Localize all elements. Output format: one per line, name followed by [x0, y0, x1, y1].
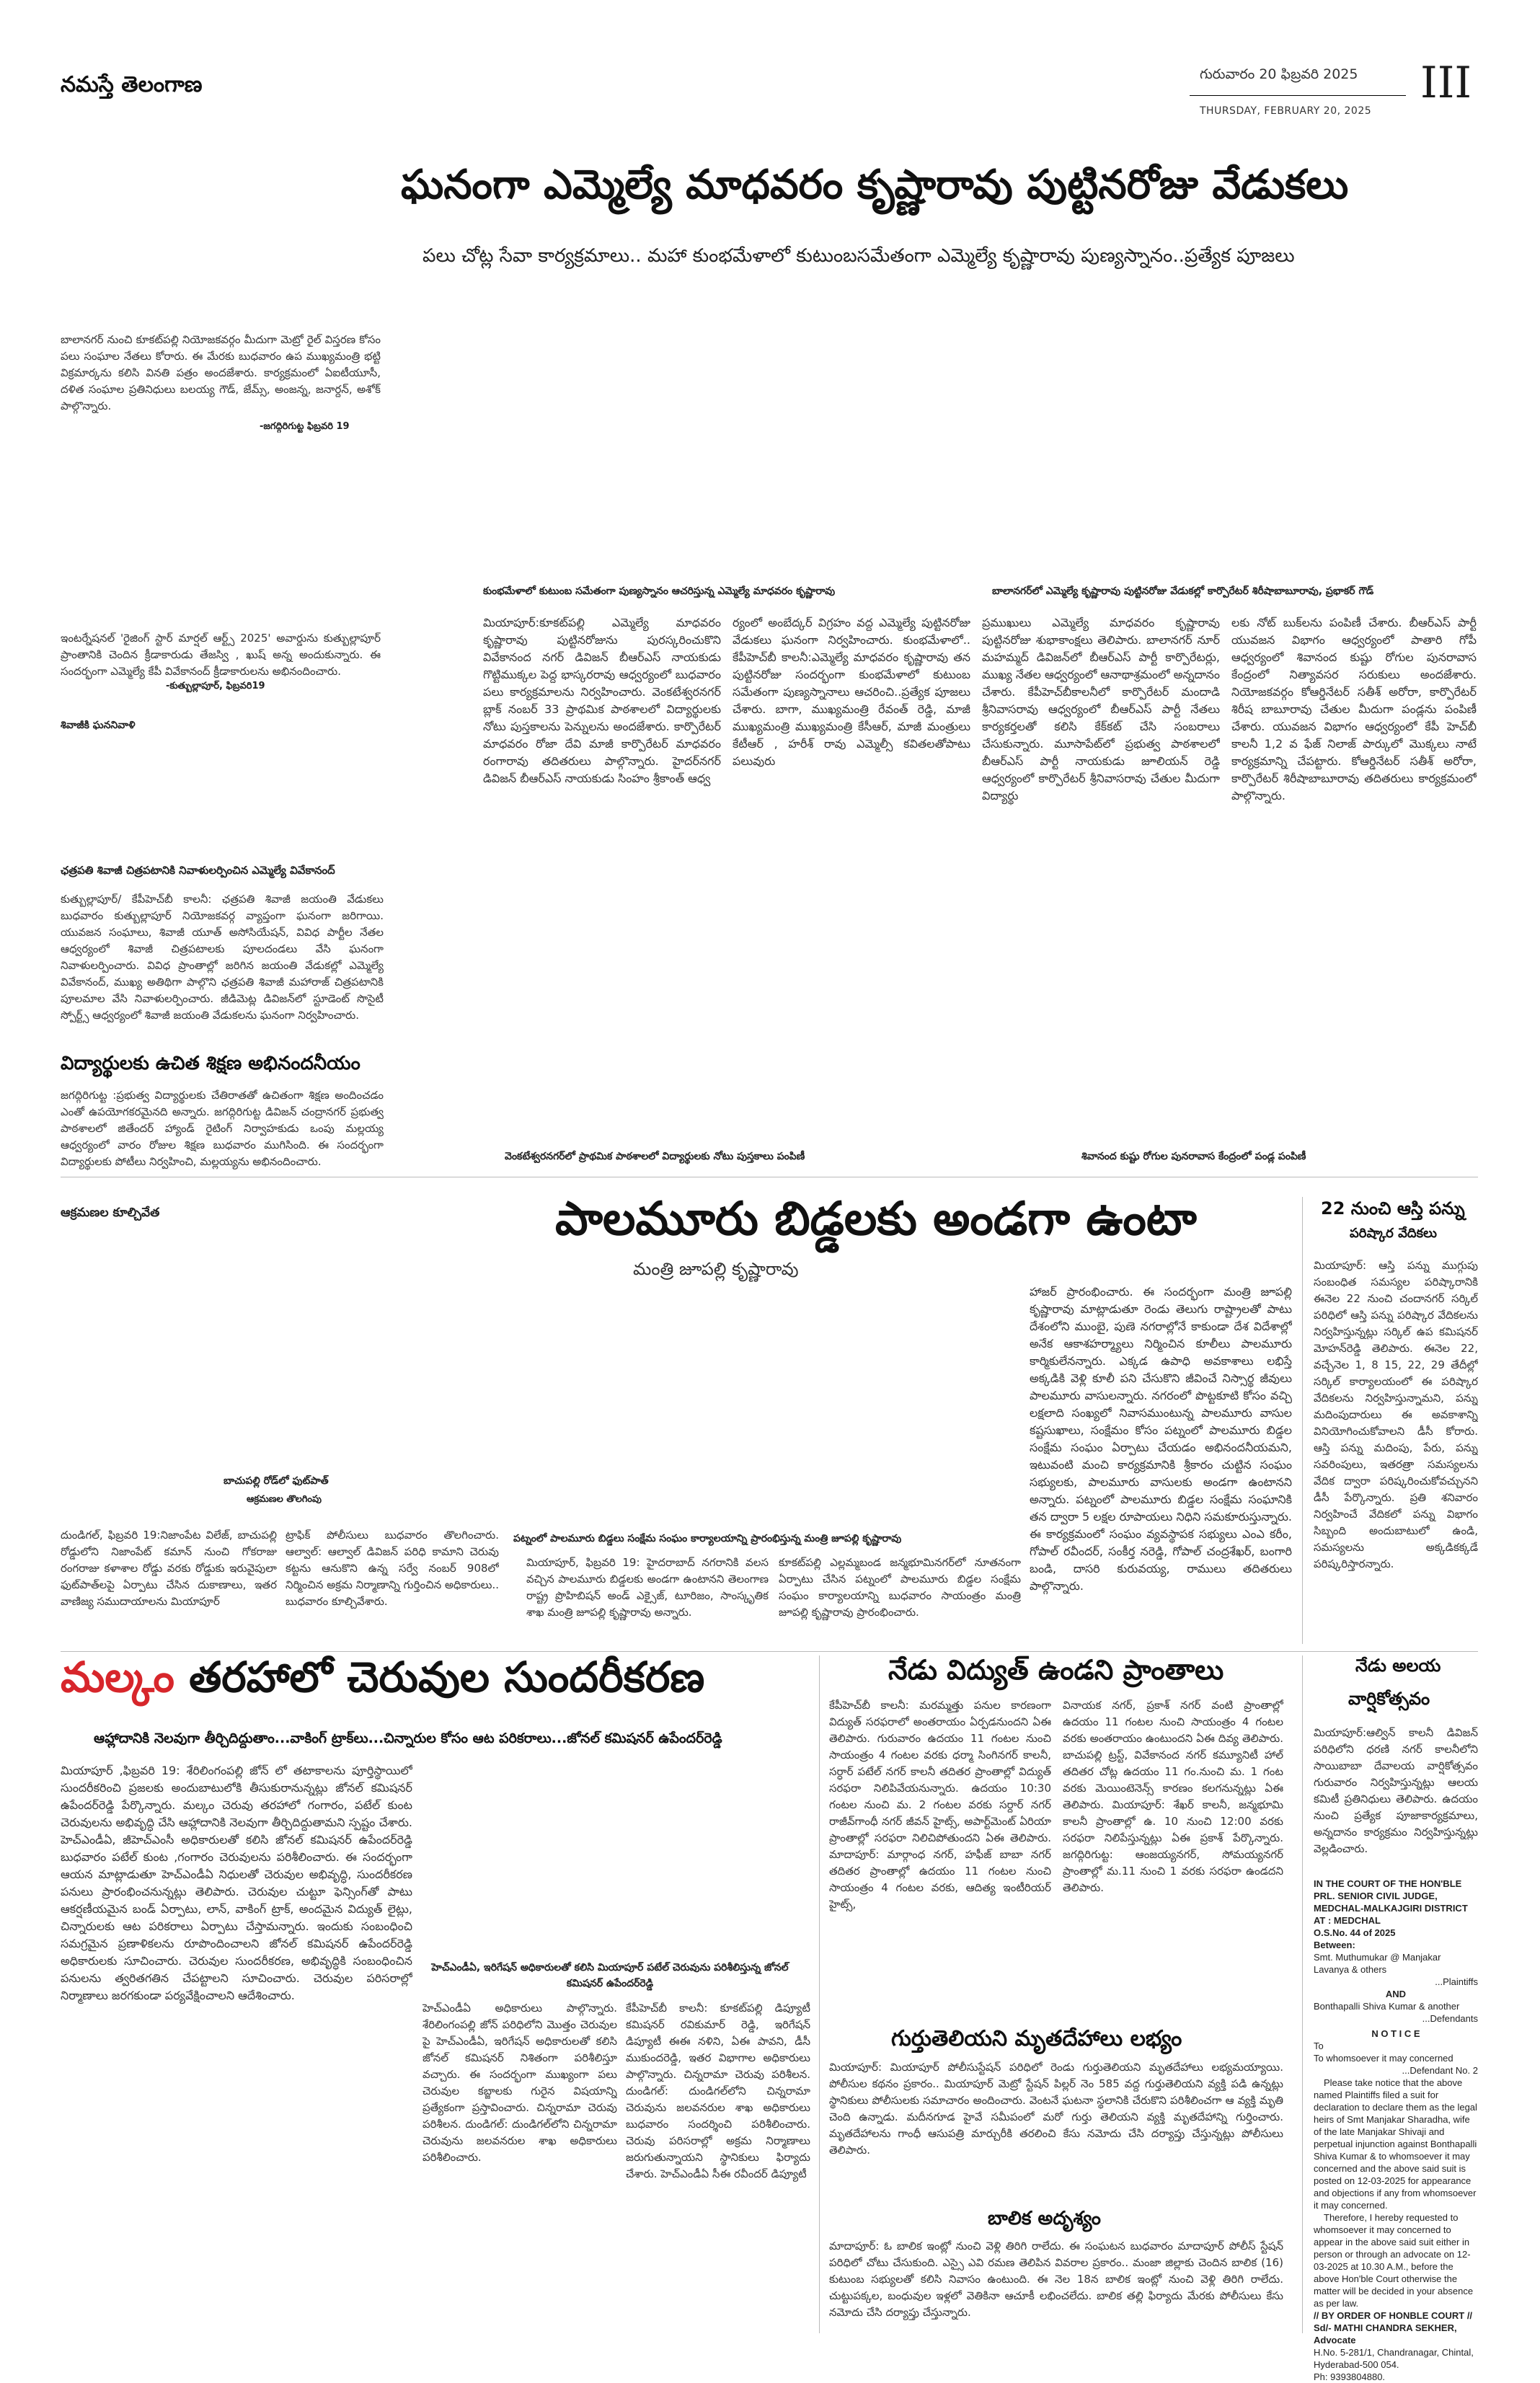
paper-name: నమస్తే తెలంగాణ — [61, 72, 203, 97]
lead-left-text: బాలానగర్ నుంచి కూకట్‌పల్లి నియోజకవర్గం మీదుగా మెట్రో రైల్ విస్తరణ కోసం పలు సంఘాల నేతలు కోరారు. ఈ మేరకు బుధవారం ఉప ముఖ్యమంత్రి భట్టి విక్రమార్కను కలిసి వినతి పత్రం అందజేశారు. కార్యక్రమంలో ఏఐటీయూసీ, దళిత సంఘాల ప్రతినిధులు బలయ్య గౌడ్, జేమ్స్, అంజన్న, జనార్దన్, అశోక్ పాల్గొన్నారు. — [61, 333, 381, 412]
bodies-body: మియాపూర్: మియాపూర్ పోలీసుస్టేషన్ పరిధిలో రెండు గుర్తుతెలియని మృతదేహాలు లభ్యమయ్యాయి. పోలీసుల కథనం ప్రకారం.. మియాపూర్ మెట్రో స్టేషన్ పిల్లర్ నెం 585 వద్ద గుర్తుతెలియని వ్యక్తి పడి ఉన్నట్లు స్థానికులు పోలీసులకు సమాచారం అందించారు. వెంటనే ఘటనా స్థలానికి చేరుకొని పరిశీలించగా ఆ వ్యక్తి మృతి చెంది ఉన్నాడు. మదీనగూడ హైవే సమీపంలో మరో గుర్తు తెలియని వ్యక్తి మృతదేహాన్ని గుర్తించారు. మృతదేహాలను గాంధీ ఆసుపత్రి మార్చురీకి తరలించి కేసు నమోదు చేసి దర్యాప్తు చేస్తున్నట్లు పోలీసులు తెలిపారు. — [829, 2061, 1283, 2157]
photo-caption-balanagar: బాలానగర్‌లో ఎమ్మెల్యే కృష్ణారావు పుట్టినరోజు వేడుకల్లో కార్పొరేటర్ శిరీషాబాబూరావు, ప్రభాకర్ గౌడ్ — [992, 585, 1374, 597]
palamuru-kicker: ఆక్రమణల కూల్చివేత — [61, 1206, 160, 1220]
legal-plaintiff: Smt. Muthumukar @ Manjakar Lavanya & others — [1314, 1952, 1441, 1975]
palamuru-photo-caption-1: బాచుపల్లి రోడ్‌లో ఫుట్‌పాత్ — [224, 1475, 329, 1487]
legal-phone: Ph: 9393804880. — [1314, 2371, 1386, 2382]
shivaji-label: శివాజీకి ఘననివాళి — [61, 720, 136, 731]
legal-court: IN THE COURT OF THE HON'BLE PRL. SENIOR CIVIL JUDGE, MEDCHAL-MALKAJGIRI DISTRICT AT : MEDCHAL — [1314, 1878, 1468, 1926]
malkam-headline-red: మల్కం — [61, 1653, 174, 1702]
lead-col-2: ర్యంలో అంబేద్కర్ విగ్రహం వద్ద ఎమ్మెల్యే పుట్టినరోజు వేడుకలు ఘనంగా నిర్వహించారు. కుంభమేళాలో.. కేపీహెచ్‌బీ కాలనీ:ఎమ్మెల్యే మాధవరం కృష్ణారావు తన పుట్టినరోజు సందర్భంగా కుంభమేళాలో కుటుంబ సమేతంగా పుణ్యస్నానాలు ఆచరించి..ప్రత్యేక పూజలు చేశారు. బాగా, ముఖ్యమంత్రి రేవంత్ రెడ్డి, మాజీ ముఖ్యమంత్రి ముఖ్యమంత్రి కేసీఆర్, మాజీ మంత్రులు కేటీఆర్ , హరీశ్ రావు ఎమ్మెల్సీ కవితలతోపాటు పలువురు — [733, 616, 970, 768]
legal-advocate: Sd/- MATHI CHANDRA SEKHER, Advocate — [1314, 2322, 1457, 2346]
legal-to-whom: To whomsoever it may concerned — [1314, 2053, 1453, 2064]
palamuru-body-right: హాజర్ ప్రారంభించారు. ఈ సందర్భంగా మంత్రి జూపల్లి కృష్ణారావు మాట్లాడుతూ రెండు తెలుగు రాష్ట్రాలతో పాటు దేశంలోని ముంబై, పుణె నగరాల్లోనే కాకుండా దేశ విదేశాల్లో అనేక ఆకాశహర్మ్యాలు నిర్మించిన కూలీలు పాలమూరు కార్మికులేనన్నారు. ఎక్కడ ఉపాధి అవకాశాలు లభిస్తే అక్కడికి వెళ్లి కూలీ పని చేసుకొని జీవించే నిస్సార్థ జీవులు పాలమూరు వాసులన్నారు. నగరంలో పొట్టకూటి కోసం వచ్చి లక్షలాది సంఖ్యలో నివాసముంటున్న పాలమూరు వాసుల కష్టసుఖాలు, సంక్షేమం కోసం పట్నంలో పాలమూరు బిడ్డల సంక్షేమ సంఘం ఏర్పాటు చేయడం అభినందనీయమని, ఇటువంటి మంచి కార్యక్రమానికి శ్రీకారం చుట్టిన సంఘం సభ్యులకు, పాలమూరు వాసులకు అండగా ఉంటానని అన్నారు. పట్నంలో పాలమూరు బిడ్డల సంక్షేమ సంఘానికి తన ద్వారా 5 లక్షల రూపాయలు నిధిని సమకూరుస్తున్నారు. ఈ కార్యక్రమంలో సంఘం వ్యవస్థాపక సభ్యులు ఎంఎ కరీం, గోపాల్ రవీందర్, సంకీర్త నరెడ్డి, గోపాల్ చంద్రశేఖర్, బంగారి బండి, దాసరి కురువయ్య, రాములు తదితరులు పాల్గొన్నారు. — [1030, 1285, 1292, 1593]
palamuru-col-c: మియాపూర్, ఫిబ్రవరి 19: హైదరాబాద్ నగరానికి వలస వచ్చిన పాలమూరు బిడ్డలకు అండగా ఉంటానని తెలంగాణ రాష్ట్ర ప్రొహిబిషన్ అండ్ ఎక్సైజ్, టూరిజం, సాంస్కృతిక శాఖ మంత్రి జూపల్లి కృష్ణారావు అన్నారు. — [526, 1556, 769, 1619]
training-headline: విద్యార్థులకు ఉచిత శిక్షణ అభినందనీయం — [61, 1053, 360, 1074]
legal-def-no: ...Defendant No. 2 — [1402, 2065, 1478, 2076]
malkam-headline-rest: తరహాలో చెరువుల సుందరీకరణ — [189, 1653, 705, 1702]
right-column-rule — [1302, 1197, 1303, 1644]
palamuru-col-b: ట్రాఫిక్ పోలీసులు బుధవారం తొలగించారు. ఆల్వాల్: ఆల్వాల్ డివిజన్ పరిధి కామాని చెరువు కట్టను ఆనుకొని ఉన్న సర్వే నంబర్ 908లో నిర్మించిన అక్రమ నిర్మాణాన్ని గుర్తించిన అధికారులు.. బుధవారం కూల్చివేశారు. — [286, 1529, 499, 1608]
lead-col-3: ప్రముఖులు ఎమ్మెల్యే మాధవరం కృష్ణారావు పుట్టినరోజు శుభాకాంక్షలు తెలిపారు. బాలానగర్ నూర్ మహమ్మద్ డివిజన్‌లో బీఆర్ఎస్ పార్టీ కార్పొరేటర్లు, ముఖ్య నేతల ఆధ్వర్యంలో ఆనాథాశ్రమంలో అన్నదానం చేశారు. కేపీహెచ్‌బీకాలనీలో కార్పొరేటర్ మందాడి శ్రీనివాసరావు ఆధ్వర్యంలో బీఆర్ఎస్ పార్టీ నేతలు కార్యకర్తలతో కలిసి కేక్‌కట్ చేసి సంబరాలు చేసుకున్నారు. మూసాపేట్‌లో ప్రభుత్వ పాఠశాలలో బీఆర్ఎస్ పార్టీ నాయకుడు జూలియన్ రెడ్డి ఆధ్వర్యంలో కార్పొరేటర్ శ్రీనివాసరావు చేతుల మీదుగా విద్యార్థు — [982, 616, 1220, 803]
training-body: జగద్గిరిగుట్ట :ప్రభుత్వ విద్యార్థులకు చేతిరాతతో ఉచితంగా శిక్షణ అందించడం ఎంతో ఉపయోగకరమైనది అన్నారు. జగద్గిరిగుట్ట డివిజన్ చంద్రానగర్ ప్రభుత్వ పాఠశాలలో జితేందర్ హ్యాండ్ రైటింగ్ నిర్వాహకుడు ఒంపు మల్లయ్య ఆధ్వర్యంలో వారం రోజుల శిక్షణ బుధవారం ముగిసింది. ఈ సందర్భంగా విద్యార్థులకు పోటీలు నిర్వహించి, మల్లయ్యను అభినందించారు. — [61, 1089, 384, 1168]
legal-defendant-role: ...Defendants — [1422, 2013, 1478, 2024]
palamuru-photo-caption-mid: పట్నంలో పాలమూరు బిడ్డలు సంక్షేమ సంఘం కార్యాలయాన్ని ప్రారంభిస్తున్న మంత్రి జూపల్లి కృష్ణారావు — [513, 1533, 902, 1544]
lead-subheadline: పలు చోట్ల సేవా కార్యక్రమాలు.. మహా కుంభమేళాలో కుటుంబసమేతంగా ఎమ్మెల్యే కృష్ణారావు పుణ్యస్నానం..ప్రత్యేక పూజలు — [422, 245, 1295, 267]
legal-and: AND — [1385, 1989, 1407, 1999]
mid-column-rule — [819, 1655, 820, 2333]
palamuru-photo-caption-2: ఆక్రమణల తొలగింపు — [247, 1494, 322, 1505]
legal-body-2: Therefore, I hereby requested to whomsoever it may concerned to appear in the above said suit either in person or through an advocate on 12-03-2025 at 10.30 A.M., before the above Hon'ble Court otherwise the matter will be decided in your absence as per law. — [1314, 2212, 1474, 2309]
temple-headline-1: నేడు అలయ — [1355, 1655, 1441, 1676]
palamuru-col-a: దుండిగల్, ఫిబ్రవరి 19:నిజాంపేట విలేజ్, బాచుపల్లి రోడ్డులోని నిజాంపేట్ కమాన్ నుంచి గోకరాజు రంగరాజు కళాశాల రోడ్డు వరకు రోడ్డుకు ఇరువైపులా ఫుట్‌పాత్‌లపై ఏర్పాటు చేసిన దుకాణాలు, ఇతర వాణిజ్య సముదాయాలను మియాపూర్ — [61, 1529, 277, 1608]
award-dateline: -కుత్బుల్లాపూర్, ఫిబ్రవరి19 — [166, 681, 265, 691]
temple-headline-2: వార్షికోత్సవం — [1348, 1689, 1430, 1709]
legal-defendant: Bonthapalli Shiva Kumar & another — [1314, 2001, 1460, 2012]
caption-school: వెంకటేశ్వరనగర్‌లో ప్రాథమిక పాఠశాలలో విద్యార్థులకు నోటు పుస్తకాలు పంపిణీ — [505, 1151, 805, 1162]
lead-headline: ఘనంగా ఎమ్మెల్యే మాధవరం కృష్ణారావు పుట్టినరోజు వేడుకలు — [401, 162, 1349, 208]
malkam-headline — [61, 1653, 704, 1712]
shivaji-body: కుత్బుల్లాపూర్/ కేపీహెచ్‌బీ కాలనీ: ఛత్రపతి శివాజీ జయంతి వేడుకలు బుధవారం కుత్బుల్లాపూర్ నియోజకవర్గ వ్యాప్తంగా ఘనంగా జరిగాయి. యువజన సంఘాలు, శివాజీ యూత్ అసోసియేషన్, వివిధ పార్టీల నేతల ఆధ్వర్యంలో శివాజీ చిత్రపటాలకు పూలదండలు వేసి ఘనంగా నివాళులర్పించారు. వివిధ ప్రాంతాల్లో జరిగిన జయంతి వేడుకల్లో ఎమ్మెల్యే వివేకానంద్, ముఖ్య అతిథిగా పాల్గొని ఛత్రపతి శివాజీ మహారాజ్ చిత్రపటానికి పూలమాల వేసి నివాళులర్పించారు. జీడిమెట్ల డివిజన్‌లో స్టూడెంట్ సొసైటీ స్పోర్ట్స్ ఆధ్వర్యంలో శివాజీ జయంతి వేడుకలను ఘనంగా నిర్వహించారు. — [61, 893, 384, 1022]
lead-left-dateline: -జగద్గిరిగుట్ట ఫిబ్రవరి 19 — [260, 421, 350, 432]
malkam-body-left: మియాపూర్ ,ఫిబ్రవరి 19: శేరిలింగంపల్లి జోన్ లో తటాకాలను పూర్తిస్థాయిలో సుందరీకరించి ప్రజలకు అందుబాటులోకి తీసుకురానున్నట్లు జోనల్ కమిషనర్ ఉపేందర్‌రెడ్డి పేర్కొన్నారు. మల్కం చెరువు తరహాలో గంగారం, పటేల్ కుంట చెరువులను అభివృద్ధి చేసి ఆహ్లాదానికి నెలవుగా తీర్చిదిద్దుతామని స్పష్టం చేశారు. హెచ్ఎండీఏ, జీహెచ్ఎంసీ అధికారులతో కలిసి జోనల్ కమిషనర్ ఉపేందర్‌రెడ్డి బుధవారం పటేల్ కుంట ,గంగారం చెరువులను పరిశీలించారు. ఈ సందర్భంగా ఆయన మాట్లాడుతూ హెచ్ఎండీఏ నిధులతో చెరువుల అభివృద్ధి, సుందరీకరణ పనులు ప్రారంభించనున్నట్లు తెలిపారు. చెరువుల చుట్టూ ఫెన్సింగ్‌తో పాటు ఆకర్షణీయమైన బండ్ ఏర్పాటు, లాన్, వాకింగ్ ట్రాక్, అందమైన విద్యుత్ లైట్లు, చిన్నారులకు ఆట పరికరాలు ఏర్పాటు చేస్తామన్నారు. ఇందుకు సంబంధించి సమగ్రమైన ప్రణాళికలను రూపొందించాలని జోనల్ కమిషనర్ ఉపేందర్‌రెడ్డి అధికారులకు సూచించారు. చెరువుల సుందరీకరణ, అభివృద్ధికి సంబంధించిన పనులను త్వరితగతిన చేపట్టాలని సూచించారు. చెరువుల పరిసరాల్లో నిర్మాణాలు జరగకుండా పర్యవేక్షించాలని ఆదేశించారు. — [61, 1764, 412, 2002]
legal-body: Please take notice that the above named Plaintiffs filed a suit for declaration to declare them as the legal heirs of Smt Manjakar Sharadha, wife of the late Manjakar Shivaji and perpetual injunction against Bonthapalli Shiva Kumar & to whomsoever it may concerned and the above said suit is posted on 12-03-2025 for appearance and objections if any from whomsoever it may concerned. — [1314, 2077, 1477, 2211]
date-telugu: గురువారం 20 ఫిబ్రవరి 2025 — [1200, 66, 1358, 82]
legal-plaintiff-role: ...Plaintiffs — [1435, 1976, 1478, 1987]
caption-leprosy: శివానంద కుష్టు రోగుల పునరావాస కేంద్రంలో పండ్ల పంపిణీ — [1081, 1151, 1306, 1162]
malkam-body-mid: హెచ్ఎండీఏ అధికారులు పాల్గొన్నారు. శేరిలింగంపల్లి జోన్ పరిధిలోని మొత్తం చెరువుల పై హెచ్ఎండీఏ, ఇరిగేషన్ అధికారులతో కలిసి జోనల్ కమిషనర్ నిశితంగా పరిశీలిస్తూ వచ్చారు. ఈ సందర్భంగా ముఖ్యంగా పలు చెరువుల కబ్జాలకు గురైన విషయాన్ని ప్రత్యేకంగా ప్రస్తావించారు. చిన్నరామా చెరువు పరిశీలన. దుండిగల్: దుండిగల్‌లోని చిన్నరామా చెరువును జలవనరుల శాఖ అధికారులు పరిశీలించారు. — [422, 2002, 617, 2164]
tax-headline-1: 22 నుంచి ఆస్తి పన్ను — [1321, 1198, 1465, 1219]
lead-col-1: మియాపూర్:కూకట్‌పల్లి ఎమ్మెల్యే మాధవరం కృష్ణారావు పుట్టినరోజును పురస్కరించుకొని వివేకానంద నగర్ డివిజన్ బీఆర్ఎస్ నాయకుడు గొట్టిముక్కల పెద్ద భాస్కరరావు ఆధ్వర్యంలో బుధవారం పలు కార్యక్రమాలను నిర్వహించారు. వెంకటేశ్వరనగర్ బ్లాక్ నంబర్ 33 ప్రాథమిక పాఠశాలలో విద్యార్థులకు నోటు పుస్తకాలను పెన్నులను అందజేశారు. కార్పొరేటర్ మాధవరం రోజా దేవి మాజీ కార్పొరేటర్ మాధవరం రంగారావు తదితరులు పాల్గొన్నారు. హైదర్‌నగర్ డివిజన్ బీఆర్ఎస్ నాయకుడు సింహం శ్రీకాంత్ ఆధ్వ — [483, 616, 721, 785]
legal-to: To — [1314, 2041, 1324, 2051]
malkam-subheadline: ఆహ్లాదానికి నెలవుగా తీర్చిదిద్దుతాం...వాకింగ్ ట్రాక్‌లు...చిన్నారుల కోసం ఆట పరికరాలు...జోనల్ కమిషనర్ ఉపేందర్‌రెడ్డి — [94, 1730, 722, 1746]
masthead-rule — [1190, 95, 1406, 96]
tax-body: మియాపూర్: ఆస్తి పన్ను ముగ్గుపు సంబంధిత సమస్యల పరిష్కారానికి ఈనెల 22 నుంచి చందానగర్ సర్కిల్ పరిధిలో ఆస్తి పన్ను పరిష్కార వేదికలను నిర్వహిస్తున్నట్లు సర్కిల్ ఉప కమిషనర్ మోహన్‌రెడ్డి తెలిపారు. ఈనెల 22, వచ్చేనెల 1, 8 15, 22, 29 తేదీల్లో సర్కిల్ కార్యాలయంలో ఈ పరిష్కార వేదికలను నిర్వహిస్తున్నామని, పన్ను మదింపుదారులు ఈ అవకాశాన్ని వినియోగించుకోవాలని డీసీ కోరారు. ఆస్తి పన్ను మదింపు, పేరు, పన్ను సవరింపులు, ఇతరత్రా సమస్యలను వేదిక ద్వారా పరిష్కరించుకోవచ్చునని డీసీ పేర్కొన్నారు. ప్రతి శనివారం నిర్వహించే వేదికలో పన్ను విభాగం సిబ్బంది అందుబాటులో ఉండి, సమస్యలను అక్కడికక్కడే పరిష్కరిస్తారన్నారు. — [1314, 1259, 1478, 1570]
power-col-b: వినాయక నగర్, ప్రకాశ్ నగర్ వంటి ప్రాంతాల్లో ఉదయం 11 గంటల నుంచి సాయంత్రం 4 గంటల వరకు అంతరాయం ఉంటుందని ఏఈ దివ్య తెలిపారు. బాచుపల్లి ట్రస్ట్, వివేకానంద నగర్ కమ్యూనిటీ హాల్ తదితర చోట్ల ఉదయం 11 గం.నుంచి మ. 1 గంట వరకు మెయింటెనెన్స్ కారణం కలగనున్నట్లు ఏఈ తెలిపారు. మియాపూర్: శేఖర్ కాలనీ, జన్మభూమి కాలనీ ప్రాంతాల్లో ఉ. 10 నుంచి 12:00 వరకు సరఫరా నిలిపేస్తున్నట్లు ఏఈ ప్రకాశ్ పేర్కొన్నారు. జగద్గిరిగుట్ట: ఆంజయ్యనగర్, సోమయ్యనగర్ ప్రాంతాల్లో మ.11 నుంచి 1 వరకు సరఫరా ఉండదని తెలిపారు. — [1063, 1699, 1283, 1894]
legal-os-no: O.S.No. 44 of 2025 — [1314, 1927, 1396, 1938]
legal-between: Between: — [1314, 1940, 1355, 1950]
shivaji-caption: ఛత్రపతి శివాజీ చిత్రపటానికి నివాళులర్పించిన ఎమ్మెల్యే వివేకానంద్ — [61, 864, 335, 877]
right-lower-rule — [1302, 1655, 1303, 2333]
palamuru-byline: మంత్రి జూపల్లి కృష్ణారావు — [633, 1259, 799, 1279]
malkam-photo-caption: హెచ్ఎండీఏ, ఇరిగేషన్ అధికారులతో కలిసి మియాపూర్ పటేల్ చెరువును పరిశీలిస్తున్న జోనల్ కమిషనర్ ఉపేందర్‌రెడ్డి — [431, 1962, 789, 1989]
legal-notice-title: N O T I C E — [1371, 2028, 1420, 2039]
power-col-a: కేపీహెచ్‌బీ కాలనీ: మరమ్మత్తు పనుల కారణంగా విద్యుత్ సరఫరాలో అంతరాయం ఏర్పడనుందని ఏఈ తెలిపారు. గురువారం ఉదయం 11 గంటల నుంచి సాయంత్రం 4 గంటల వరకు ధర్మా సింగినగర్ కాలనీ, సర్ధార్ పటేల్ నగర్ కాలనీ తదితర ప్రాంతాల్లో విద్యుత్ సరఫరా నిలిపివేయనున్నారు. ఉదయం 10:30 గంటల నుంచి మ. 2 గంటల వరకు సర్దార్ నగర్ రాజీవ్‌గాంధీ నగర్ జీవన్ హైట్స్, అపార్ట్‌మెంట్ ఏరియా ప్రాంతాల్లో సరఫరా నిలిచిపోతుందని ఏఈ తెలిపారు. మాదాపూర్: మార్గాంధ నగర్, హఫీజ్ బాబా నగర్ తదితర ప్రాంతాల్లో ఉదయం 11 గంటల నుంచి సాయంత్రం 4 గంటల వరకు, ఆదిత్య ఇంటీరియర్ హైట్స్, — [829, 1699, 1051, 1911]
tax-headline-2: పరిష్కార వేదికలు — [1350, 1226, 1437, 1241]
lead-col-4: లకు నోట్ బుక్‌లను పంపిణీ చేశారు. బీఆర్ఎస్ పార్టీ యువజన విభాగం ఆధ్వర్యంలో పాతారి గోపీ ఆధ్వర్యంలో శివానంద కుష్టు రోగుల పునరావాస కేంద్రంలో నిత్యావసర సరుకులు అందజేశారు. నియోజకవర్గం కోఆర్డినేటర్ సతీశ్ అరోరా, కార్పొరేటర్ శిరీష బాబూరావు చేతుల మీదుగా పండ్లను పంపిణీ చేశారు. యువజన విభాగం ఆధ్వర్యంలో కేపీ హెచ్‌బీ కాలనీ 1,2 వ ఫేజ్ నిలాజ్ పార్కులో మొక్కలు నాటే కార్యక్రమాన్ని చేపట్టారు. కోఆర్డినేటర్ సతీశ్ అరోరా, కార్పొరేటర్ శిరీషాబాబూరావు తదితరులు కార్యక్రమంలో పాల్గొన్నారు. — [1231, 616, 1477, 803]
date-english: THURSDAY, FEBRUARY 20, 2025 — [1200, 105, 1372, 117]
palamuru-headline: పాలమూరు బిడ్డలకు అండగా ఉంటా — [555, 1193, 1197, 1246]
bodies-headline: గుర్తుతెలియని మృతదేహాలు లభ్యం — [891, 2026, 1182, 2051]
legal-address: H.No. 5-281/1, Chandranagar, Chintal, Hyderabad-500 054. — [1314, 2347, 1474, 2370]
temple-body: మియాపూర్:ఆల్విన్ కాలనీ డివిజన్ పరిధిలోని ధరణి నగర్ కాలనీలోని సాయిబాబా దేవాలయ వార్షికోత్సవం గురువారం నిర్వహిస్తున్నట్లు ఆలయ కమిటీ ప్రతినిధులు తెలిపారు. ఉదయం నుంచి ప్రత్యేక పూజాకార్యక్రమాలు, అన్నదానం కార్యక్రమం నిర్వహిస్తున్నట్లు వెల్లడించారు. — [1314, 1726, 1478, 1855]
divider-lower — [61, 1651, 1478, 1652]
legal-order: // BY ORDER OF HONBLE COURT // — [1314, 2310, 1473, 2321]
girl-body: మాదాపూర్: ఓ బాలిక ఇంట్లో నుంచి వెళ్లి తిరిగి రాలేదు. ఈ సంఘటన బుధవారం మాదాపూర్ పోలీస్ స్టేషన్ పరిధిలో చోటు చేసుకుంది. ఎస్సై ఎవి రమణ తెలిపిన వివరాల ప్రకారం.. మంజా జిల్లాకు చెందిన బాలిక (16) కుటుంబ సభ్యులతో కలిసి నివాసం ఉంటుంది. ఈ నెల 18న బాలిక ఇంట్లో నుంచి వెళ్లి తిరిగి రాలేదు. చుట్టుపక్కల, బంధువుల ఇళ్లలో వెతికినా ఆచూకీ లభించలేదు. బాలిక తల్లి ఫిర్యాదు మేరకు పోలీసులు కేసు నమోదు చేసి దర్యాప్తు చేస్తున్నారు. — [829, 2240, 1283, 2319]
page-number: III — [1420, 58, 1472, 108]
palamuru-col-d: కూకట్‌పల్లి ఎల్లమ్మబండ జన్మభూమినగర్‌లో నూతనంగా ఏర్పాటు చేసిన పట్నంలో పాలమూరు బిడ్డల సంక్షేమ సంఘం కార్యాలయాన్ని బుధవారం సాయంత్రం మంత్రి జూపల్లి కృష్ణారావు ప్రారంభించారు. — [779, 1556, 1021, 1619]
girl-headline: బాలిక అదృశ్యం — [988, 2208, 1101, 2229]
power-headline: నేడు విద్యుత్ ఉండని ప్రాంతాలు — [888, 1654, 1224, 1686]
malkam-body-right: కేపీహెచ్‌బీ కాలనీ: కూకట్‌పల్లి డిప్యూటీ కమిషనర్ రవికుమార్ రెడ్డి, ఇరిగేషన్ డిప్యూటీ ఈఈ నళిని, ఏఈ పావని, డీసీ ముకుందరెడ్డి, ఇతర విభాగాల అధికారులు పాల్గొన్నారు. చిన్నరామా చెరువు పరిశీలన. దుండిగల్: దుండిగల్‌లోని చిన్నరామా చెరువును జలవనరుల శాఖ అధికారులు బుధవారం సందర్శించి పరిశీలించారు. చెరువు పరిసరాల్లో అక్రమ నిర్మాణాలు జరుగుతున్నాయని స్థానికులు ఫిర్యాదు చేశారు. హెచ్ఎండీఏ సీఈ రవీందర్ డిప్యూటీ — [626, 2002, 810, 2180]
award-text: ఇంటర్నేషనల్ 'రైజింగ్ స్టార్ మార్షల్ ఆర్ట్స్ 2025' అవార్డును కుత్బుల్లాపూర్ ప్రాంతానికి చెందిన క్రీడాకారుడు తేజస్వి , ఖుష్ అన్న అందుకున్నారు. ఈ సందర్భంగా ఎమ్మెల్యే కేపీ వివేకానంద్ క్రీడాకారులను అభినందించారు. — [61, 632, 381, 678]
photo-caption-kumbh: కుంభమేళాలో కుటుంబ సమేతంగా పుణ్యస్నానం ఆచరిస్తున్న ఎమ్మెల్యే మాధవరం కృష్ణారావు — [483, 585, 836, 597]
legal-notice — [1314, 1878, 1478, 2383]
